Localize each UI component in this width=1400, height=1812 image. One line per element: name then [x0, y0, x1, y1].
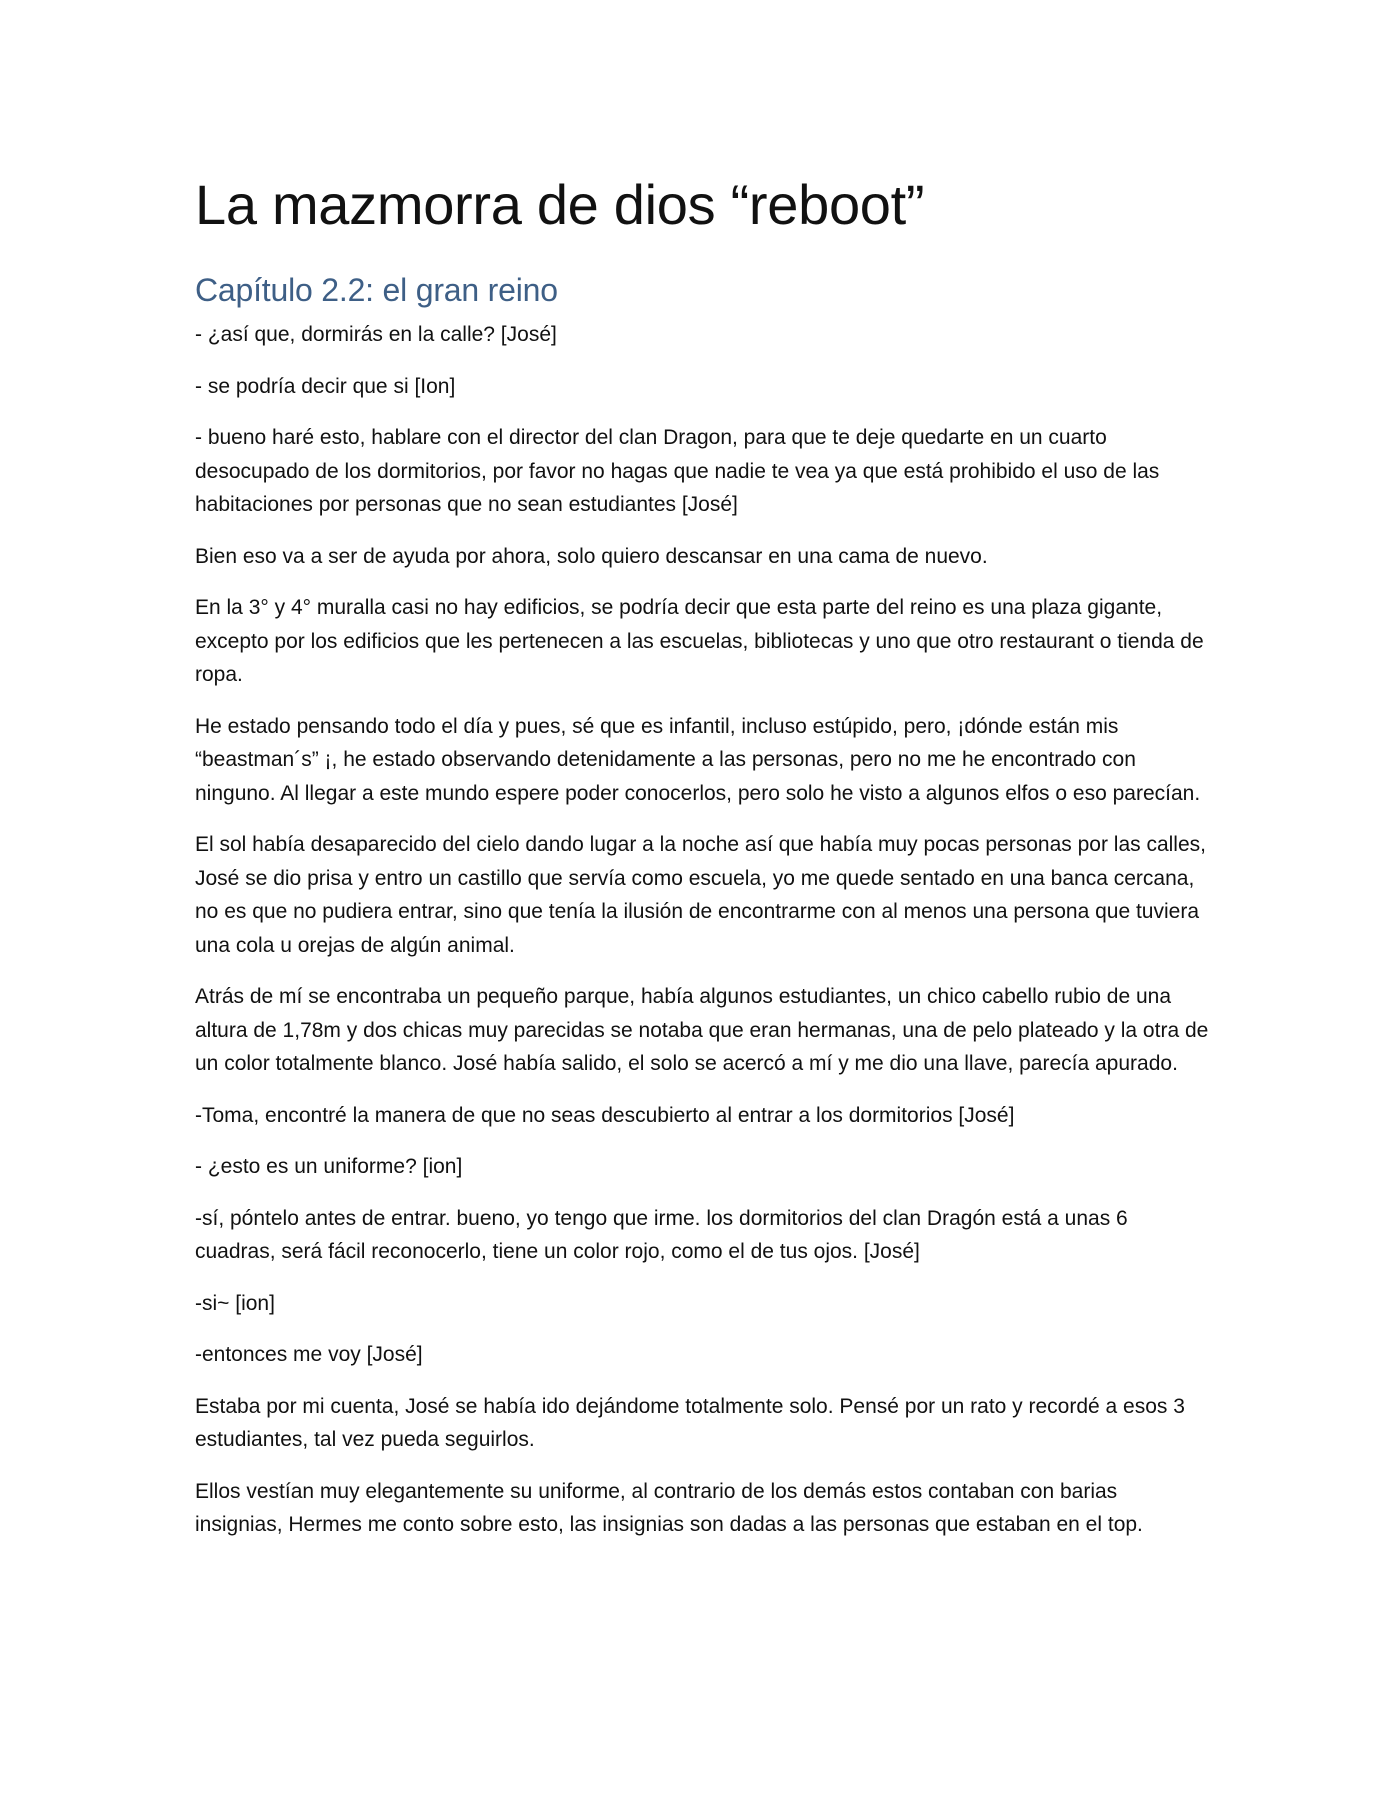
paragraph-list: [195, 318, 1210, 1542]
chapter-title: Capítulo 2.2: el gran reino: [195, 272, 558, 308]
paragraph: El sol había desaparecido del cielo dando lugar a la noche así que había muy pocas personas por las calles, José se dio prisa y entro un castillo que servía como escuela, yo me quede sentado en una banca cercana, no es que no pudiera entrar, sino que tenía la ilusión de encontrarme con al menos una persona que tuviera una cola u orejas de algún animal.: [195, 833, 1206, 957]
paragraph: -Toma, encontré la manera de que no seas descubierto al entrar a los dormitorios [José]: [195, 1103, 1015, 1127]
paragraph: -sí, póntelo antes de entrar. bueno, yo tengo que irme. los dormitorios del clan Dragón está a unas 6 cuadras, será fácil reconocerlo, tiene un color rojo, como el de tus ojos. [José]: [195, 1206, 1128, 1263]
paragraph: -entonces me voy [José]: [195, 1343, 423, 1366]
document-body: [195, 170, 1210, 1560]
paragraph: Bien eso va a ser de ayuda por ahora, solo quiero descansar en una cama de nuevo.: [195, 544, 988, 568]
paragraph: En la 3° y 4° muralla casi no hay edificios, se podría decir que esta parte del reino es una plaza gigante, excepto por los edificios que les pertenecen a las escuelas, bibliotecas y uno que otro restaurant o tienda de ropa.: [195, 596, 1204, 686]
paragraph: - ¿así que, dormirás en la calle? [José]: [195, 323, 557, 346]
document-title: La mazmorra de dios “reboot”: [195, 173, 925, 236]
paragraph: Atrás de mí se encontraba un pequeño parque, había algunos estudiantes, un chico cabello rubio de una altura de 1,78m y dos chicas muy parecidas se notaba que eran hermanas, una de pelo plateado y la otra de un color totalmente blanco. José había salido, el solo se acercó a mí y me dio una llave, parecía apurado.: [195, 985, 1209, 1075]
paragraph: - bueno haré esto, hablare con el director del clan Dragon, para que te deje quedarte en un cuarto desocupado de los dormitorios, por favor no hagas que nadie te vea ya que está prohibido el uso de las habitaciones por personas que no sean estudiantes [José]: [195, 426, 1160, 516]
paragraph: -si~ [ion]: [195, 1291, 275, 1315]
paragraph: - se podría decir que si [Ion]: [195, 374, 456, 398]
paragraph: Ellos vestían muy elegantemente su uniforme, al contrario de los demás estos contaban con barias insignias, Hermes me conto sobre esto, las insignias son dadas a las personas que estaban en el top.: [195, 1479, 1143, 1536]
paragraph: He estado pensando todo el día y pues, sé que es infantil, incluso estúpido, pero, ¡dónde están mis “beastman´s” ¡, he estado observando detenidamente a las personas, pero no me he encontrado con ninguno. Al llegar a este mundo espere poder conocerlos, pero solo he visto a algunos elfos o eso parecían.: [195, 714, 1201, 805]
paragraph: - ¿esto es un uniforme? [ion]: [195, 1155, 463, 1178]
paragraph: Estaba por mi cuenta, José se había ido dejándome totalmente solo. Pensé por un rato y recordé a esos 3 estudiantes, tal vez pueda seguirlos.: [195, 1394, 1185, 1451]
